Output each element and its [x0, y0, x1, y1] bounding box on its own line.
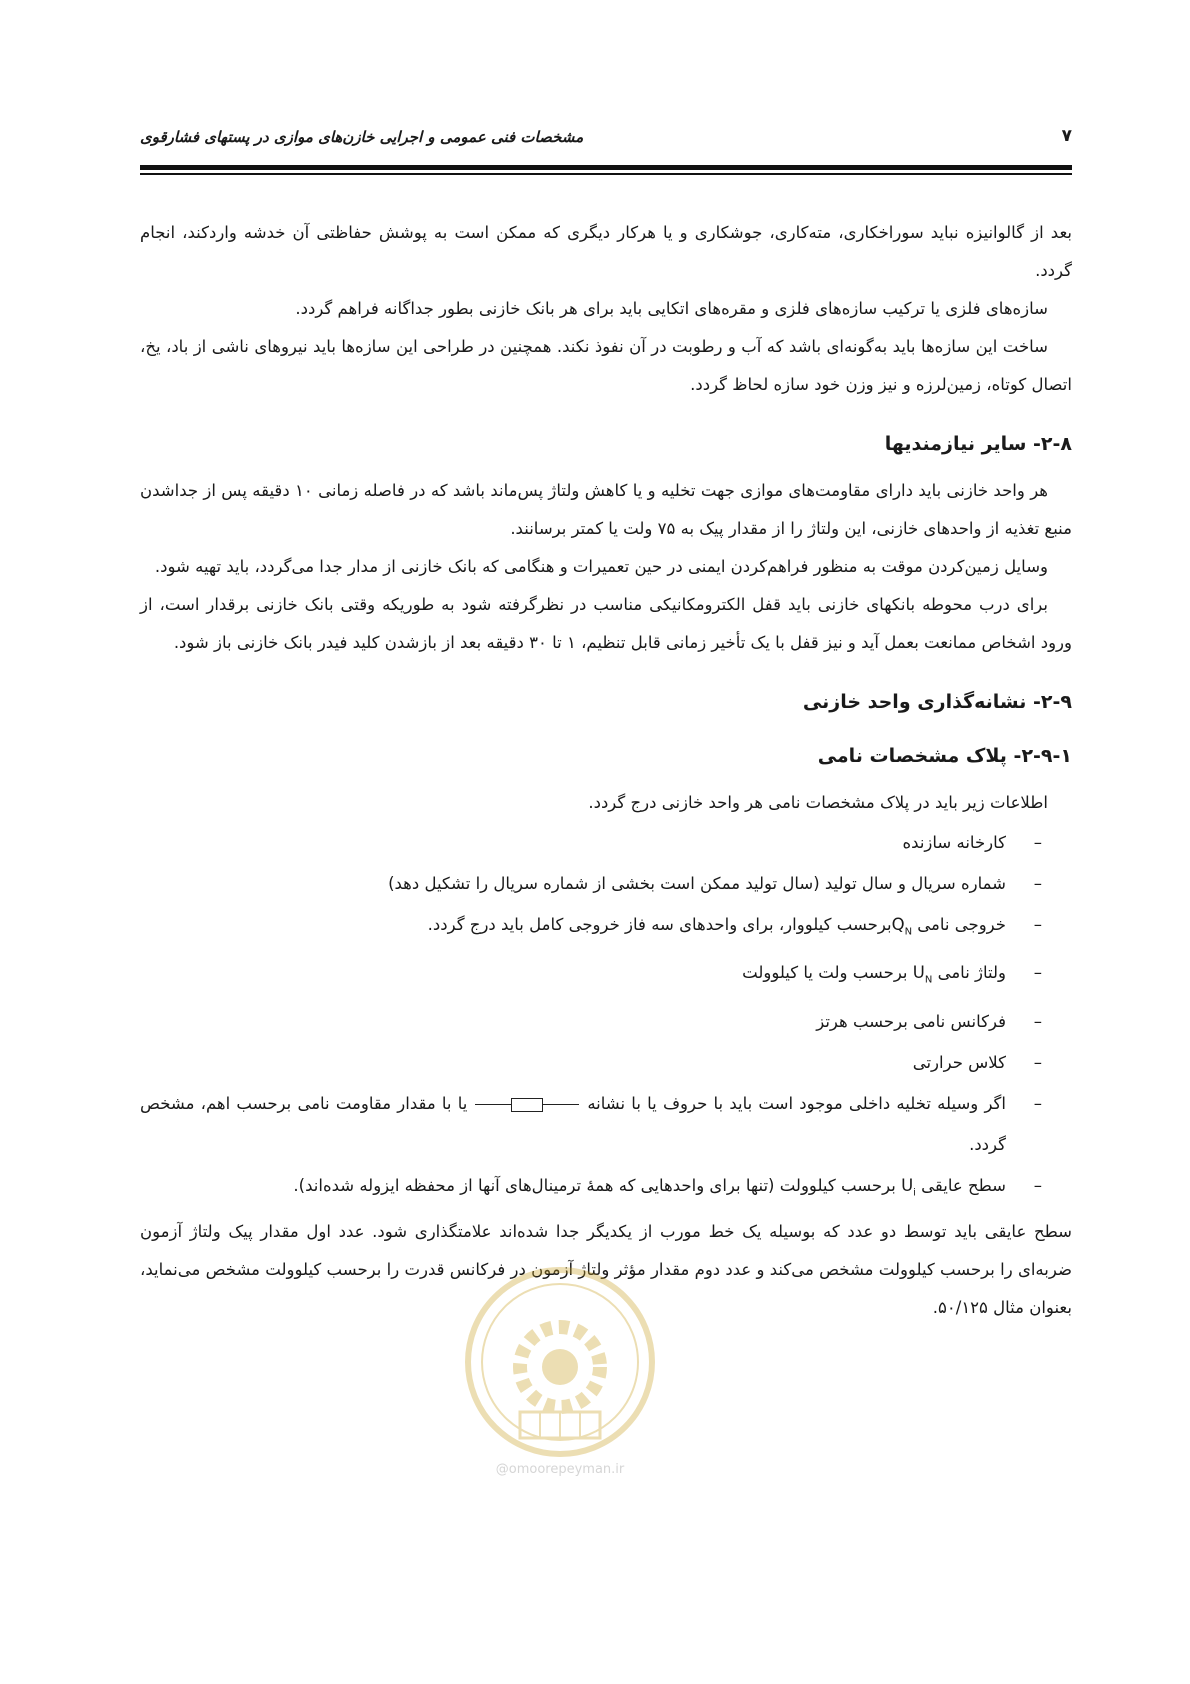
section-heading: ۲-۸- سایر نیازمندیها: [884, 433, 1072, 455]
list-item: – خروجی نامی $Q_Nبرحسب$ کیلووار، برای واحدهای سه فاز خروجی کامل باید درج گردد.: [140, 904, 1042, 952]
watermark-url: @omoorepeyman.ir: [495, 1462, 625, 1477]
list-item: – فرکانس نامی برحسب هرتز: [140, 1001, 1042, 1042]
paragraph: وسایل زمین‌کردن موقت به منظور فراهم‌کردن ایمنی در حین تعمیرات و هنگامی که بانک خازنی از مدار جدا می‌گردد، باید تهیه شود.: [154, 557, 1048, 576]
subsection-heading: ۲-۹-۱- پلاک مشخصات نامی: [817, 745, 1072, 767]
page-body: [140, 214, 1072, 1327]
gear-emblem-icon: [460, 1262, 660, 1462]
list-intro: اطلاعات زیر باید در پلاک مشخصات نامی هر واحد خازنی درج گردد.: [588, 793, 1048, 812]
list-item: – شماره سریال و سال تولید (سال تولید ممکن است بخشی از شماره سریال را تشکیل دهد): [140, 863, 1042, 904]
paragraph: سازه‌های فلزی یا ترکیب سازه‌های فلزی و مقره‌های اتکایی باید برای هر بانک خازنی بطور جداگانه فراهم گردد.: [295, 299, 1048, 318]
header-rule-thick: [140, 165, 1072, 170]
paragraph: هر واحد خازنی باید دارای مقاومت‌های موازی جهت تخلیه و یا کاهش ولتاژ پس‌ماند باشد که در فاصله زمانی ۱۰ دقیقه پس از جداشدن منبع تغذیه از واحدهای خازنی، این ولتاژ را از مقدار پیک به ۷۵ ولت یا کمتر برسانند.: [140, 481, 1072, 538]
list-item: – ولتاژ نامی $U_N$ برحسب ولت یا کیلوولت: [140, 952, 1042, 1000]
watermark-logo: [460, 1262, 660, 1482]
section-heading: ۲-۹- نشانه‌گذاری واحد خازنی: [802, 691, 1072, 713]
paragraph: بعد از گالوانیزه نباید سوراخکاری، مته‌کاری، جوشکاری و یا هرکار دیگری که ممکن است به پوشش حفاظتی آن خدشه واردکند، انجام گردد.: [140, 223, 1072, 280]
nameplate-list: [140, 822, 1072, 1213]
page-header: [140, 126, 1072, 156]
paragraph: برای درب محوطه بانکهای خازنی باید قفل الکترومکانیکی مناسب در نظرگرفته شود به طوریکه وقتی بانک خازنی برقدار است، از ورود اشخاص ممانعت بعمل آید و نیز قفل با یک تأخیر زمانی قابل تنظیم، ۱ تا ۳۰ دقیقه بعد از بازشدن کلید فیدر بانک خازنی باز شود.: [140, 595, 1072, 652]
page-number: ۷: [1061, 126, 1072, 146]
list-item: – کارخانه سازنده: [140, 822, 1042, 863]
paragraph: ساخت این سازه‌ها باید به‌گونه‌ای باشد که آب و رطوبت در آن نفوذ نکند. همچنین در طراحی این سازه‌ها باید نیروهای ناشی از باد، یخ، اتصال کوتاه، زمین‌لرزه و نیز وزن خود سازه لحاظ گردد.: [140, 337, 1072, 394]
list-item: – کلاس حرارتی: [140, 1042, 1042, 1083]
header-rule-thin: [140, 173, 1072, 175]
list-item: – اگر وسیله تخلیه داخلی موجود است باید با حروف یا با نشانه یا با مقدار مقاومت نامی برحسب اهم، مشخص گردد.: [140, 1083, 1042, 1165]
paragraph: سطح عایقی باید توسط دو عدد که بوسیله یک خط مورب از یکدیگر جدا شده‌اند علامتگذاری شود. عدد اول مقدار پیک ولتاژ آزمون ضربه‌ای را برحسب کیلوولت مشخص می‌کند و عدد دوم مقدار مؤثر ولتاژ آزمون در فرکانس قدرت را برحسب کیلوولت مشخص می‌نماید، بعنوان مثال ۵۰/۱۲۵.: [140, 1221, 1072, 1317]
resistor-symbol-icon: [475, 1097, 579, 1111]
list-item: – سطح عایقی $U_i$ برحسب کیلوولت (تنها برای واحدهایی که همهٔ ترمینال‌های آنها از محفظه ایزوله شده‌اند).: [140, 1165, 1042, 1213]
running-title: مشخصات فنی عمومی و اجرایی خازن‌های موازی در پستهای فشارقوی: [140, 128, 584, 146]
